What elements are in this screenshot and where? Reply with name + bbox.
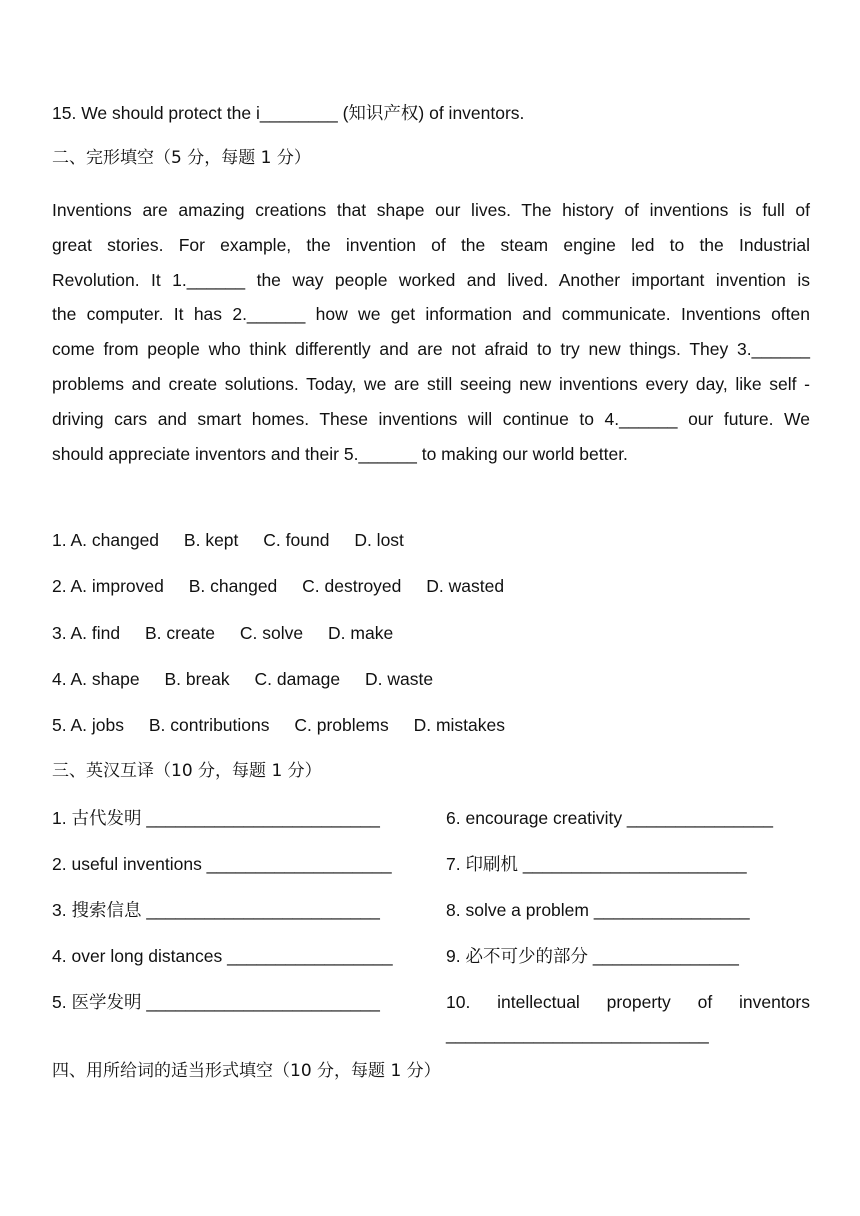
translation-item-5: 5. 医学发明 ________________________ <box>52 992 380 1012</box>
cloze-question-1 <box>52 529 424 551</box>
question-number: 5. <box>52 715 71 735</box>
option-a: A. improved <box>70 576 164 596</box>
translation-item-1: 1. 古代发明 ________________________ <box>52 808 380 828</box>
translation-item-2: 2. useful inventions ___________________ <box>52 854 392 874</box>
translation-item-8: 8. solve a problem ________________ <box>446 900 750 920</box>
translation-item-10-text: 10. intellectual property of inventors <box>446 992 810 1012</box>
option-b: B. kept <box>183 530 239 550</box>
option-d: D. lost <box>354 530 404 550</box>
option-b: B. create <box>145 623 216 643</box>
cloze-question-5 <box>52 714 525 736</box>
section-2-heading: 二、完形填空（5 分，每题 1 分） <box>52 148 311 168</box>
question-number: 4. <box>52 669 71 689</box>
question-number: 3. <box>52 623 71 643</box>
option-b: B. changed <box>188 576 278 596</box>
option-b: B. contributions <box>148 715 270 735</box>
cloze-question-3 <box>52 622 413 644</box>
option-d: D. waste <box>365 669 434 689</box>
option-c: C. found <box>263 530 330 550</box>
option-c: C. destroyed <box>302 576 402 596</box>
option-c: C. damage <box>254 669 341 689</box>
question-number: 2. <box>52 576 71 596</box>
passage-line: the computer. It has 2.______ how we get information and communicate. Inventions often <box>52 304 810 325</box>
section-4-heading: 四、用所给词的适当形式填空（10 分，每题 1 分） <box>52 1061 441 1081</box>
passage-line: come from people who think differently and are not afraid to try new things. They 3.______ <box>52 339 810 360</box>
translation-item-3: 3. 搜索信息 ________________________ <box>52 900 380 920</box>
section-3-heading: 三、英汉互译（10 分，每题 1 分） <box>52 761 322 781</box>
option-a: A. changed <box>70 530 160 550</box>
passage-line: driving cars and smart homes. These inventions will continue to 4.______ our future. We <box>52 408 810 429</box>
option-a: A. jobs <box>70 715 124 735</box>
question-number: 1. <box>52 530 71 550</box>
translation-item-7: 7. 印刷机 _______________________ <box>446 854 747 874</box>
option-d: D. make <box>328 623 394 643</box>
option-d: D. mistakes <box>413 715 505 735</box>
option-d: D. wasted <box>426 576 505 596</box>
translation-item-10 <box>446 991 810 1045</box>
question-15: 15. We should protect the i________ (知识产权) of inventors. <box>52 103 525 123</box>
cloze-passage <box>52 193 810 471</box>
translation-item-4: 4. over long distances _________________ <box>52 946 393 966</box>
cloze-question-4 <box>52 668 453 690</box>
option-c: C. solve <box>239 623 304 643</box>
passage-line: great stories. For example, the invention of the steam engine led to the Industrial <box>52 234 810 255</box>
cloze-question-2 <box>52 575 524 597</box>
passage-line: Inventions are amazing creations that shape our lives. The history of inventions is full of <box>52 200 810 220</box>
translation-item-9: 9. 必不可少的部分 _______________ <box>446 946 739 966</box>
passage-line: Revolution. It 1.______ the way people worked and lived. Another important invention is <box>52 269 810 290</box>
passage-line: problems and create solutions. Today, we are still seeing new inventions every day, like self - <box>52 373 810 394</box>
passage-line: should appreciate inventors and their 5.______ to making our world better. <box>52 443 628 464</box>
translation-item-6: 6. encourage creativity _______________ <box>446 808 773 828</box>
option-a: A. find <box>70 623 121 643</box>
option-a: A. shape <box>70 669 140 689</box>
option-c: C. problems <box>294 715 389 735</box>
option-b: B. break <box>164 669 230 689</box>
translation-item-10-blank: ___________________________ <box>446 1024 709 1044</box>
